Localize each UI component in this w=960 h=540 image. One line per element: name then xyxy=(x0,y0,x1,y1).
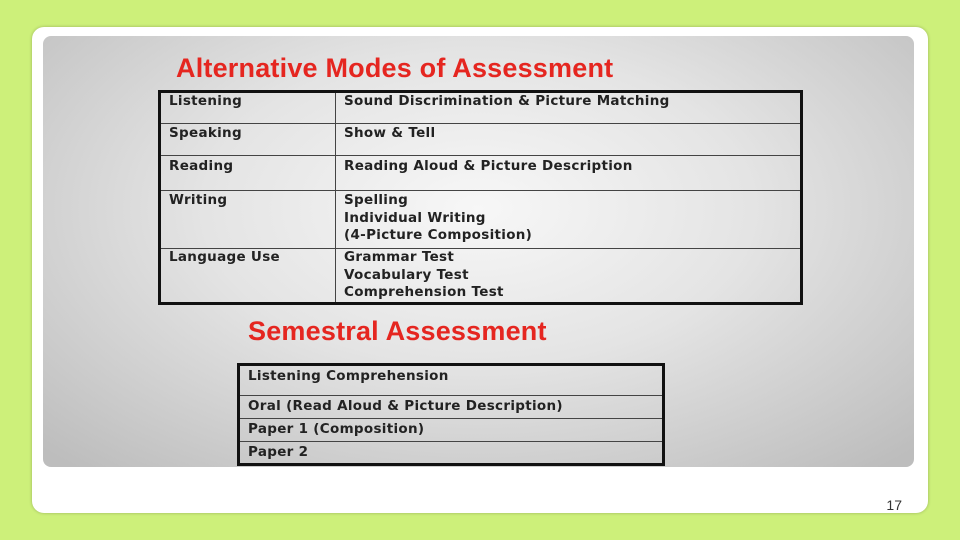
table-row xyxy=(160,156,802,191)
mode-item: Sound Discrimination & Picture Matching xyxy=(344,93,670,109)
mode-cell xyxy=(336,191,802,249)
skill-cell: Reading xyxy=(160,156,336,191)
mode-item: Spelling xyxy=(344,192,409,208)
skill-cell: Writing xyxy=(160,191,336,249)
mode-cell xyxy=(336,124,802,156)
alternative-modes-table xyxy=(158,90,803,305)
mode-item: Reading Aloud & Picture Description xyxy=(344,158,633,174)
mode-cell xyxy=(336,249,802,304)
table-row xyxy=(239,396,664,419)
mode-cell xyxy=(336,92,802,124)
table-row xyxy=(160,249,802,304)
slide-image xyxy=(43,36,914,467)
semestral-title: Semestral Assessment xyxy=(248,316,547,346)
alternative-modes-title: Alternative Modes of Assessment xyxy=(176,53,614,83)
semestral-cell: Oral (Read Aloud & Picture Description) xyxy=(239,396,664,419)
mode-item: Individual Writing xyxy=(344,209,486,226)
table-row xyxy=(239,442,664,465)
mode-cell xyxy=(336,156,802,191)
mode-item: Grammar Test xyxy=(344,249,455,265)
table-row xyxy=(239,365,664,396)
page-number: 17 xyxy=(886,497,902,513)
mode-item: Vocabulary Test xyxy=(344,266,469,283)
semestral-cell: Listening Comprehension xyxy=(239,365,664,396)
table-row xyxy=(160,92,802,124)
table-row xyxy=(160,124,802,156)
mode-item: Comprehension Test xyxy=(344,284,504,300)
skill-cell: Language Use xyxy=(160,249,336,304)
skill-cell: Speaking xyxy=(160,124,336,156)
table-row xyxy=(239,419,664,442)
skill-cell: Listening xyxy=(160,92,336,124)
semestral-cell: Paper 1 (Composition) xyxy=(239,419,664,442)
semestral-table xyxy=(237,363,665,466)
mode-item: Show & Tell xyxy=(344,125,436,141)
semestral-cell: Paper 2 xyxy=(239,442,664,465)
mode-item: (4-Picture Composition) xyxy=(344,227,533,243)
table-row xyxy=(160,191,802,249)
